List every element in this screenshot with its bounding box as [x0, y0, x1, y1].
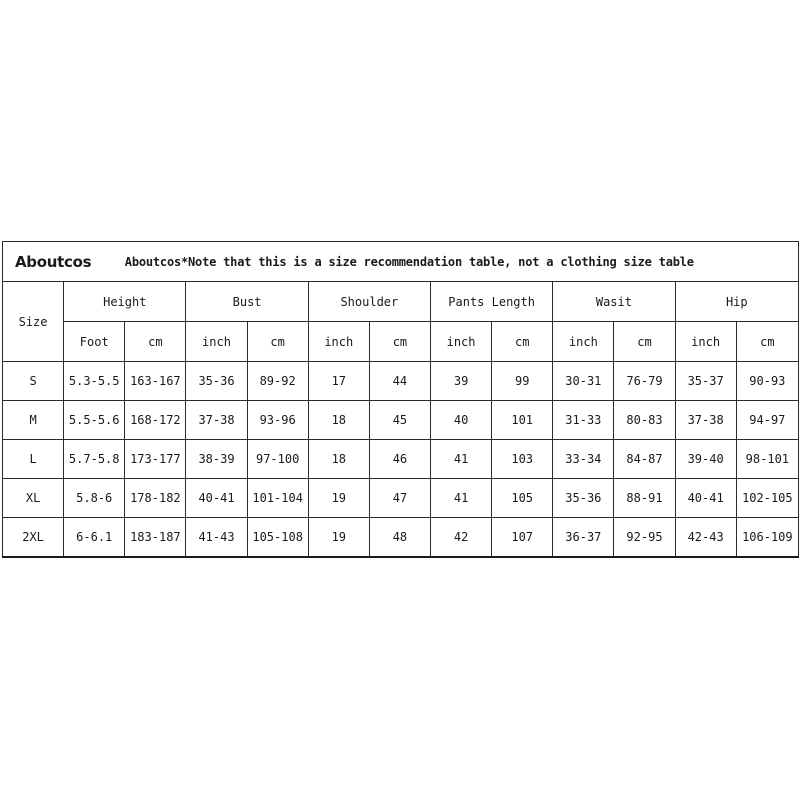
size-label: 2XL	[3, 518, 64, 558]
group-header-row	[3, 282, 799, 322]
table-row	[3, 362, 799, 401]
table-cell: 163-167	[125, 362, 186, 401]
size-label: S	[3, 362, 64, 401]
table-cell: 94-97	[736, 401, 798, 440]
size-label: L	[3, 440, 64, 479]
table-cell: 90-93	[736, 362, 798, 401]
unit-header: inch	[553, 322, 614, 362]
size-recommendation-table	[2, 241, 799, 558]
table-cell: 6-6.1	[64, 518, 125, 558]
group-header-pants-length: Pants Length	[431, 282, 553, 322]
table-cell: 99	[492, 362, 553, 401]
table-cell: 97-100	[247, 440, 308, 479]
size-label: XL	[3, 479, 64, 518]
unit-header: cm	[369, 322, 430, 362]
table-cell: 41-43	[186, 518, 247, 558]
table-cell: 40-41	[186, 479, 247, 518]
table-cell: 41	[431, 479, 492, 518]
table-cell: 106-109	[736, 518, 798, 558]
table-cell: 5.3-5.5	[64, 362, 125, 401]
table-cell: 40	[431, 401, 492, 440]
table-cell: 76-79	[614, 362, 675, 401]
size-label: M	[3, 401, 64, 440]
table-cell: 35-36	[553, 479, 614, 518]
table-cell: 5.8-6	[64, 479, 125, 518]
table-cell: 18	[308, 440, 369, 479]
table-cell: 18	[308, 401, 369, 440]
unit-header: cm	[492, 322, 553, 362]
table-cell: 19	[308, 479, 369, 518]
unit-header-row	[3, 322, 799, 362]
table-cell: 183-187	[125, 518, 186, 558]
table-cell: 30-31	[553, 362, 614, 401]
unit-header: cm	[614, 322, 675, 362]
table-cell: 39-40	[675, 440, 736, 479]
table-cell: 173-177	[125, 440, 186, 479]
table-cell: 84-87	[614, 440, 675, 479]
table-cell: 37-38	[675, 401, 736, 440]
table-cell: 105-108	[247, 518, 308, 558]
table-cell: 89-92	[247, 362, 308, 401]
unit-header: cm	[247, 322, 308, 362]
table-cell: 80-83	[614, 401, 675, 440]
table-cell: 37-38	[186, 401, 247, 440]
unit-header: cm	[125, 322, 186, 362]
brand-cell	[3, 242, 125, 282]
unit-header: inch	[431, 322, 492, 362]
table-cell: 107	[492, 518, 553, 558]
group-header-hip: Hip	[675, 282, 798, 322]
table-cell: 40-41	[675, 479, 736, 518]
table-cell: 33-34	[553, 440, 614, 479]
brand-name: Aboutcos	[15, 252, 92, 271]
group-header-height: Height	[64, 282, 186, 322]
size-column-header: Size	[3, 282, 64, 362]
table-cell: 103	[492, 440, 553, 479]
title-row	[3, 242, 799, 282]
table-row	[3, 440, 799, 479]
unit-header: inch	[186, 322, 247, 362]
table-cell: 5.5-5.6	[64, 401, 125, 440]
unit-header: inch	[308, 322, 369, 362]
table-cell: 35-36	[186, 362, 247, 401]
table-cell: 41	[431, 440, 492, 479]
group-header-bust: Bust	[186, 282, 308, 322]
unit-header: inch	[675, 322, 736, 362]
table-cell: 36-37	[553, 518, 614, 558]
table-cell: 93-96	[247, 401, 308, 440]
table-cell: 47	[369, 479, 430, 518]
group-header-shoulder: Shoulder	[308, 282, 430, 322]
table-cell: 105	[492, 479, 553, 518]
table-cell: 42-43	[675, 518, 736, 558]
unit-header: cm	[736, 322, 798, 362]
table-cell: 38-39	[186, 440, 247, 479]
table-cell: 46	[369, 440, 430, 479]
group-header-waist: Wasit	[553, 282, 675, 322]
table-cell: 168-172	[125, 401, 186, 440]
table-cell: 92-95	[614, 518, 675, 558]
table-cell: 17	[308, 362, 369, 401]
table-row	[3, 518, 799, 558]
table-cell: 48	[369, 518, 430, 558]
table-cell: 45	[369, 401, 430, 440]
table-cell: 102-105	[736, 479, 798, 518]
table-cell: 35-37	[675, 362, 736, 401]
table-cell: 31-33	[553, 401, 614, 440]
table-cell: 39	[431, 362, 492, 401]
table-row	[3, 401, 799, 440]
table-cell: 98-101	[736, 440, 798, 479]
table-cell: 88-91	[614, 479, 675, 518]
table-cell: 42	[431, 518, 492, 558]
table-cell: 5.7-5.8	[64, 440, 125, 479]
table-cell: 178-182	[125, 479, 186, 518]
table-cell: 101	[492, 401, 553, 440]
table-cell: 19	[308, 518, 369, 558]
size-note: Aboutcos*Note that this is a size recommendation table, not a clothing size table	[124, 254, 694, 269]
table-cell: 101-104	[247, 479, 308, 518]
unit-header: Foot	[64, 322, 125, 362]
note-cell	[125, 242, 799, 282]
table-cell: 44	[369, 362, 430, 401]
table-row	[3, 479, 799, 518]
